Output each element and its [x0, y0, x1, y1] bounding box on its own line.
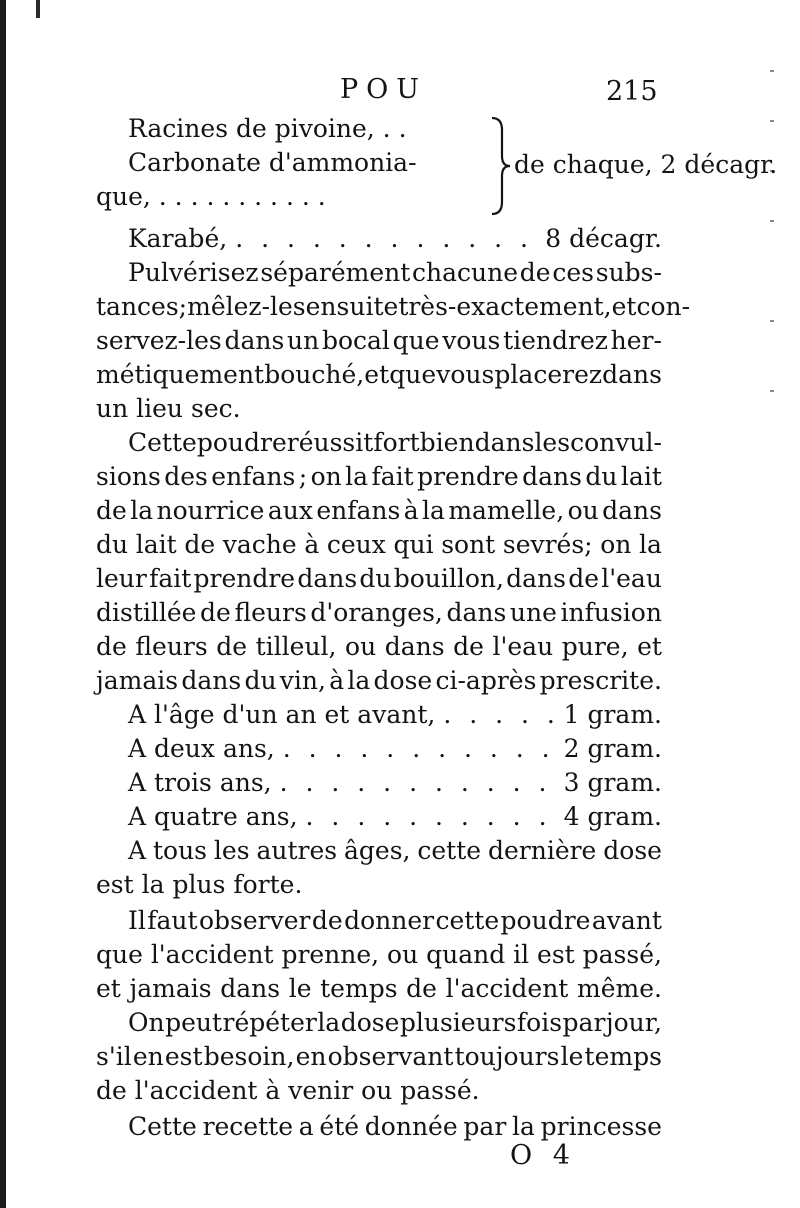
dose-row: [128, 698, 662, 732]
dose-label: A deux ans,: [128, 734, 275, 763]
ingredient-brace-group: [96, 112, 778, 216]
paragraph-line: de l'accident à venir ou passé.: [96, 1076, 480, 1105]
ingredient-line: Carbonate d'ammonia-: [128, 148, 417, 177]
ingredient-row-karabe: [128, 222, 662, 256]
leader-dots: [235, 222, 537, 256]
paragraph-line: sions des enfans ; on la fait prendre dans du lait: [96, 462, 662, 491]
dose-row: [128, 800, 662, 834]
ingredient-quantity: 8 décagr.: [545, 224, 662, 253]
ingredient-line: que, . . . . . . . . . . .: [96, 182, 326, 211]
page-number: 215: [606, 76, 658, 107]
paragraph-line: distillée de fleurs d'oranges, dans une infusion: [96, 598, 662, 627]
brace-group-left: [96, 112, 417, 214]
paragraph-line: métiquement bouché, et que vous placerez dans: [96, 360, 662, 389]
paragraph-line: servez-les dans un bocal que vous tiendrez her-: [96, 326, 662, 355]
dose-label: A trois ans,: [128, 768, 272, 797]
paragraph-line: Cette recette a été donnée par la princesse: [128, 1112, 662, 1141]
dose-value: 4 gram.: [563, 802, 662, 831]
margin-marks: [770, 60, 778, 460]
paragraph-line: de fleurs de tilleul, ou dans de l'eau pure, et: [96, 632, 662, 661]
paragraph-line: un lieu sec.: [96, 394, 241, 423]
paragraph-line: de la nourrice aux enfans à la mamelle, ou dans: [96, 496, 662, 525]
paragraph-line: jamais dans du vin, à la dose ci-après prescrite.: [96, 666, 662, 695]
dose-row: [128, 732, 662, 766]
dose-value: 3 gram.: [563, 768, 662, 797]
page-edge-shadow: [0, 0, 6, 1208]
paragraph-line: leur fait prendre dans du bouillon, dans de l'eau: [96, 564, 662, 593]
page-edge-mark: [36, 0, 40, 18]
leader-dots: [443, 698, 555, 732]
paragraph-line: et jamais dans le temps de l'accident même.: [96, 974, 662, 1003]
dose-label: A l'âge d'un an et avant,: [128, 700, 436, 729]
brace-group-quantity: de chaque, 2 décagr.: [514, 150, 778, 179]
signature-mark: O 4: [510, 1140, 576, 1171]
paragraph-line: s'il en est besoin, en observant toujours le temps: [96, 1042, 662, 1071]
curly-brace-icon: [488, 116, 512, 216]
dose-label: A quatre ans,: [128, 802, 298, 831]
paragraph-line: Cette poudre réussit fort bien dans les convul-: [128, 428, 662, 457]
paragraph-line: A tous les autres âges, cette dernière dose: [128, 836, 662, 865]
paragraph-line: tances; mêlez-les ensuite très-exactement, et con-: [96, 292, 691, 321]
running-head: POU: [340, 74, 428, 105]
dose-value: 1 gram.: [563, 700, 662, 729]
leader-dots: [283, 732, 556, 766]
paragraph-line: est la plus forte.: [96, 870, 303, 899]
ingredient-label: Karabé,: [128, 224, 228, 253]
paragraph-line: que l'accident prenne, ou quand il est passé,: [96, 940, 662, 969]
paragraph-line: du lait de vache à ceux qui sont sevrés; on la: [96, 530, 662, 559]
dose-value: 2 gram.: [563, 734, 662, 763]
dose-row: [128, 766, 662, 800]
paragraph-line: Pulvérisez séparément chacune de ces subs-: [128, 258, 662, 287]
paragraph-line: Il faut observer de donner cette poudre avant: [128, 906, 662, 935]
ingredient-line: Racines de pivoine, . .: [128, 114, 407, 143]
leader-dots: [280, 766, 556, 800]
leader-dots: [306, 800, 556, 834]
paragraph-line: On peut répéter la dose plusieurs fois par jour,: [128, 1008, 662, 1037]
